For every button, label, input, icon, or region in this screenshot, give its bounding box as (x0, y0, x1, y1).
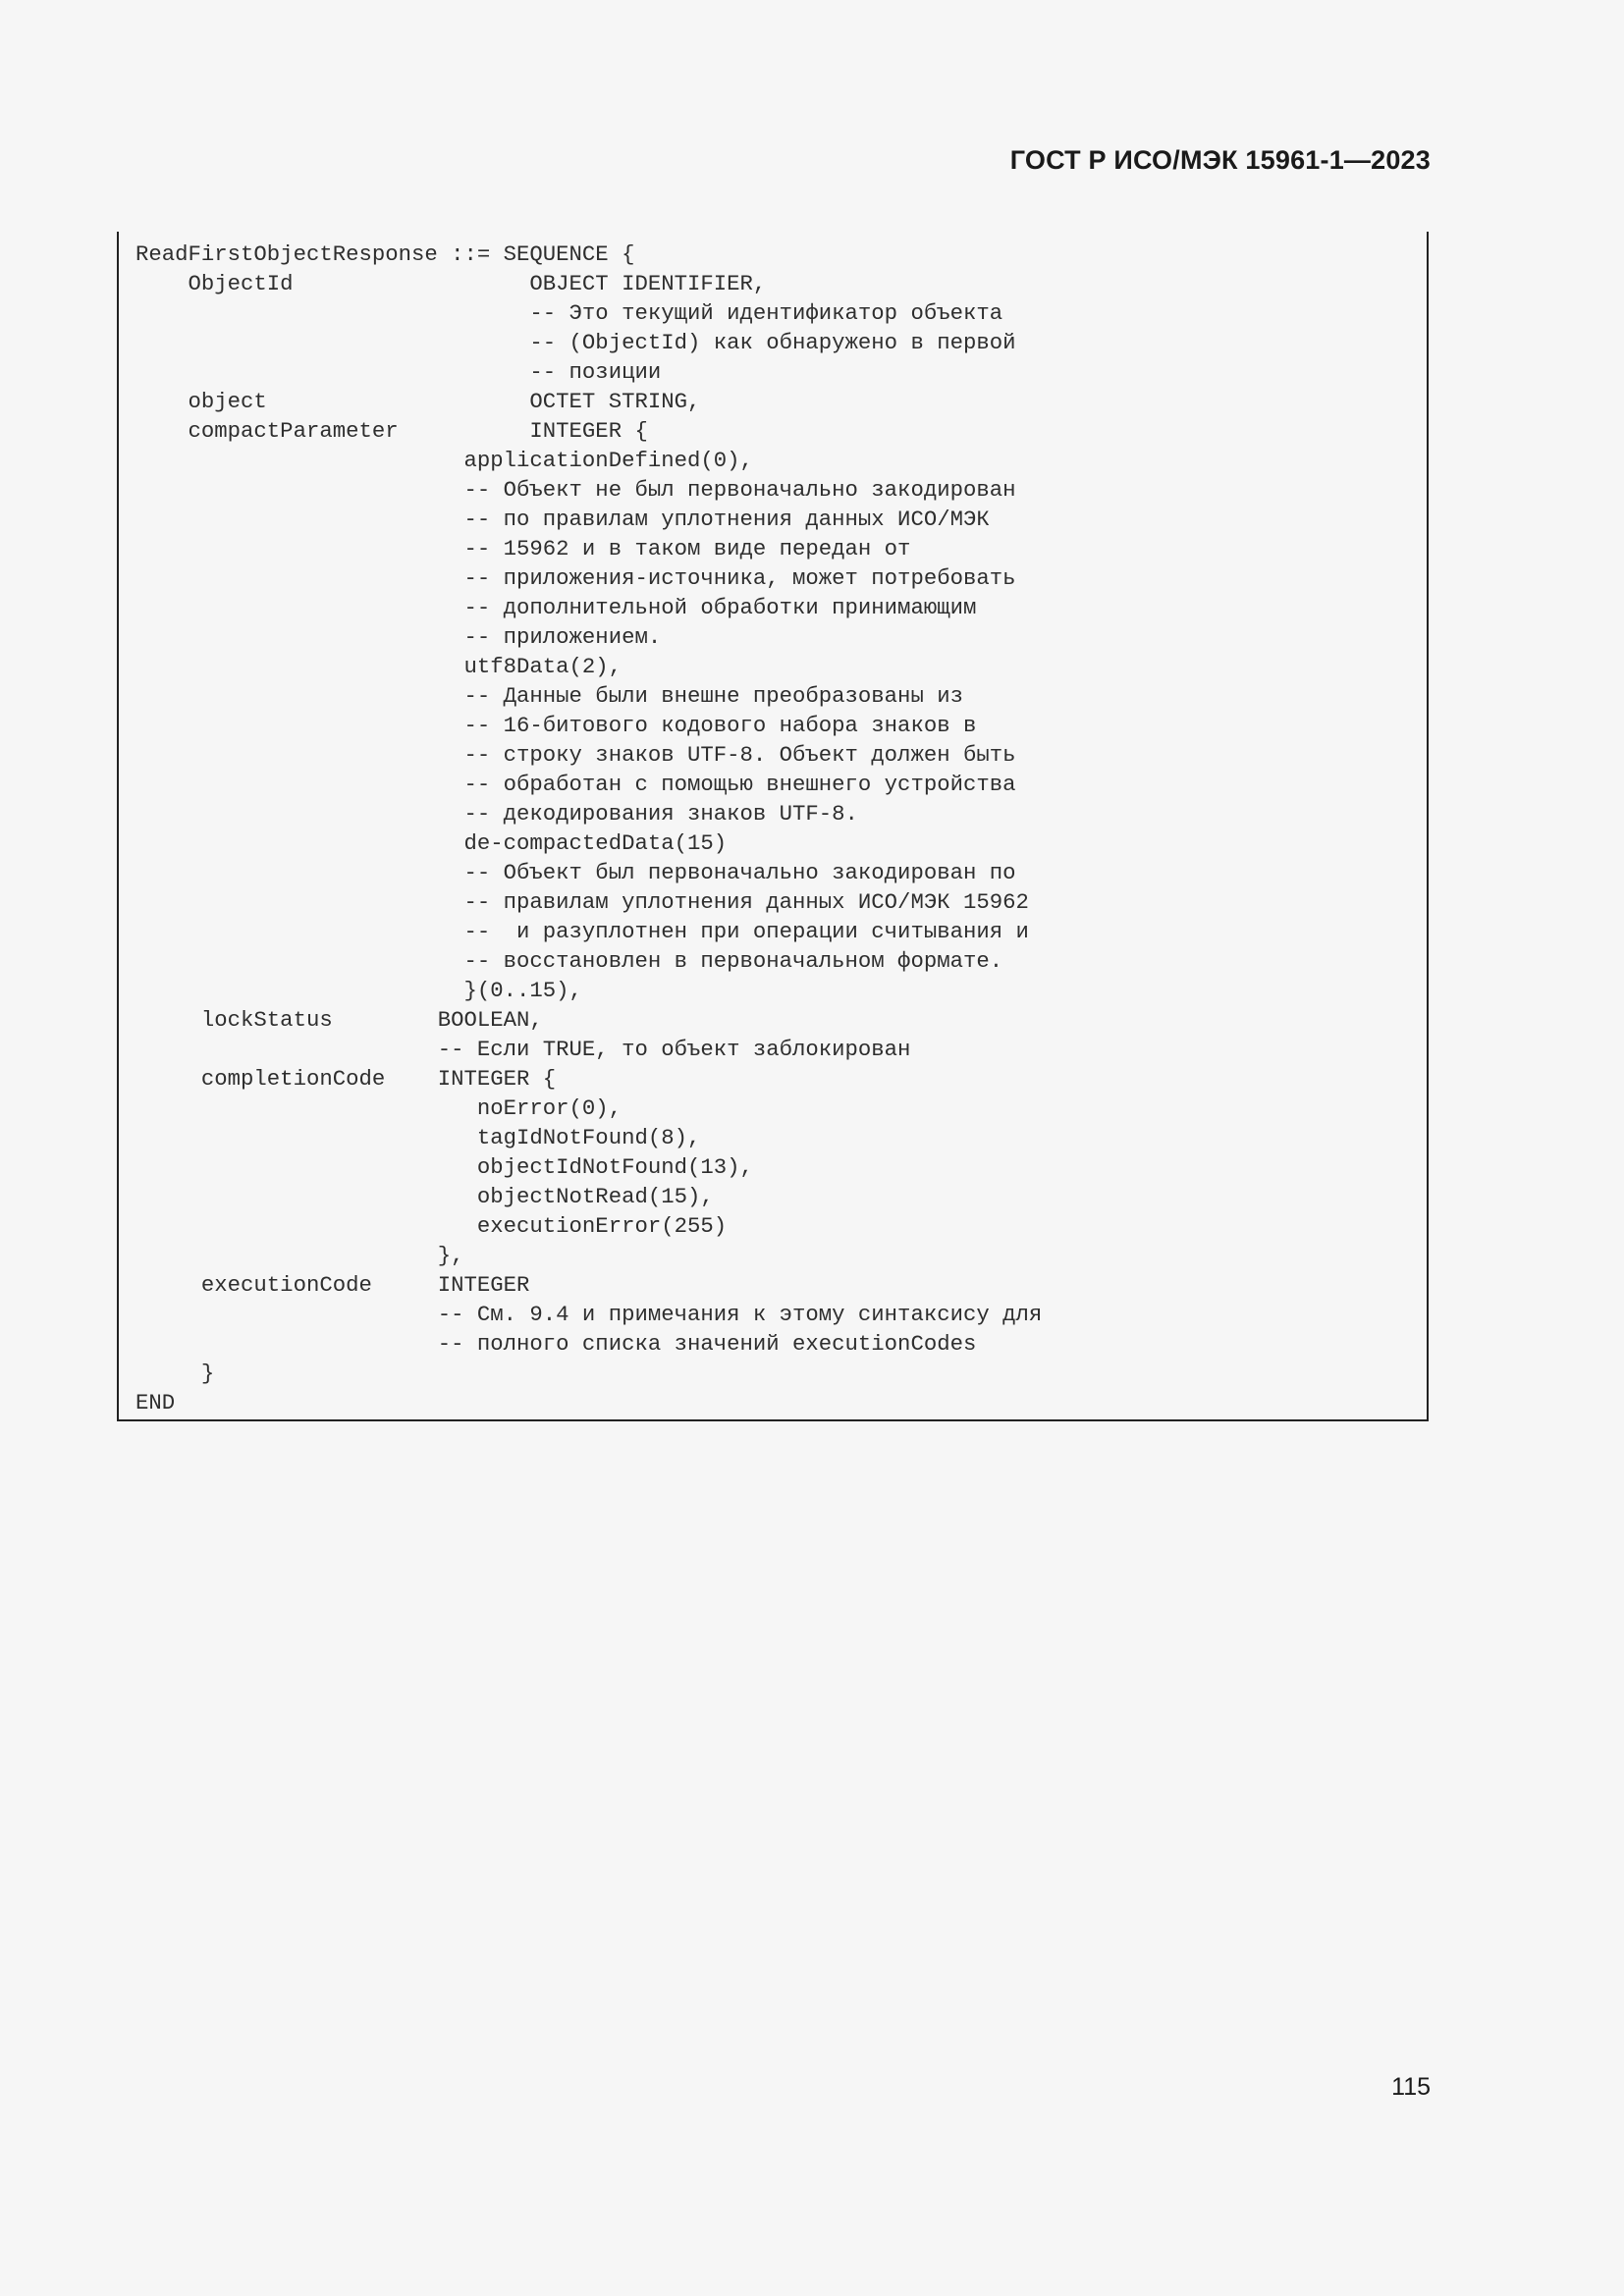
code-line: objectIdNotFound(13), (135, 1154, 753, 1180)
code-line: -- восстановлен в первоначальном формате. (135, 948, 1003, 974)
code-line: -- обработан с помощью внешнего устройства (135, 772, 1016, 797)
code-line: executionError(255) (135, 1213, 728, 1239)
code-line: -- 16-битового кодового набора знаков в (135, 713, 977, 738)
code-line: compactParameter INTEGER { (135, 418, 648, 444)
code-line: completionCode INTEGER { (135, 1066, 557, 1092)
code-line: -- по правилам уплотнения данных ИСО/МЭК (135, 507, 990, 532)
code-line: -- (ObjectId) как обнаружено в первой (135, 330, 1016, 355)
code-line: -- приложением. (135, 624, 662, 650)
code-line: -- и разуплотнен при операции считывания и (135, 919, 1029, 944)
page-number: 115 (1391, 2073, 1431, 2101)
code-line: ObjectId OBJECT IDENTIFIER, (135, 271, 767, 296)
code-line: -- полного списка значений executionCodes (135, 1331, 977, 1357)
code-line: lockStatus BOOLEAN, (135, 1007, 543, 1033)
code-line: executionCode INTEGER (135, 1272, 530, 1298)
code-line: utf8Data(2), (135, 654, 623, 679)
code-line: -- декодирования знаков UTF-8. (135, 801, 858, 827)
code-line: -- См. 9.4 и примечания к этому синтаксису для (135, 1302, 1043, 1327)
code-line: }, (135, 1243, 464, 1268)
code-line: de-compactedData(15) (135, 830, 728, 856)
code-line: -- дополнительной обработки принимающим (135, 595, 977, 620)
code-line: -- позиции (135, 359, 662, 385)
code-line: ReadFirstObjectResponse ::= SEQUENCE { (135, 241, 635, 267)
code-line: -- правилам уплотнения данных ИСО/МЭК 15962 (135, 889, 1029, 915)
code-line: object OCTET STRING, (135, 389, 701, 414)
code-line: -- Данные были внешне преобразованы из (135, 683, 963, 709)
code-line: } (135, 1361, 215, 1386)
code-line: -- строку знаков UTF-8. Объект должен быть (135, 742, 1016, 768)
asn1-code-block (135, 240, 1042, 1417)
code-line: -- приложения-источника, может потребовать (135, 565, 1016, 591)
code-line: tagIdNotFound(8), (135, 1125, 701, 1150)
code-line: objectNotRead(15), (135, 1184, 714, 1209)
code-line: noError(0), (135, 1095, 623, 1121)
code-line: -- 15962 и в таком виде передан от (135, 536, 911, 561)
code-line: }(0..15), (135, 978, 582, 1003)
code-line: -- Это текущий идентификатор объекта (135, 300, 1003, 326)
document-header: ГОСТ Р ИСО/МЭК 15961-1—2023 (1009, 145, 1431, 175)
code-line: -- Если TRUE, то объект заблокирован (135, 1037, 911, 1062)
code-line: -- Объект был первоначально закодирован по (135, 860, 1016, 885)
code-line: END (135, 1390, 176, 1415)
code-line: applicationDefined(0), (135, 448, 753, 473)
code-line: -- Объект не был первоначально закодирован (135, 477, 1016, 503)
